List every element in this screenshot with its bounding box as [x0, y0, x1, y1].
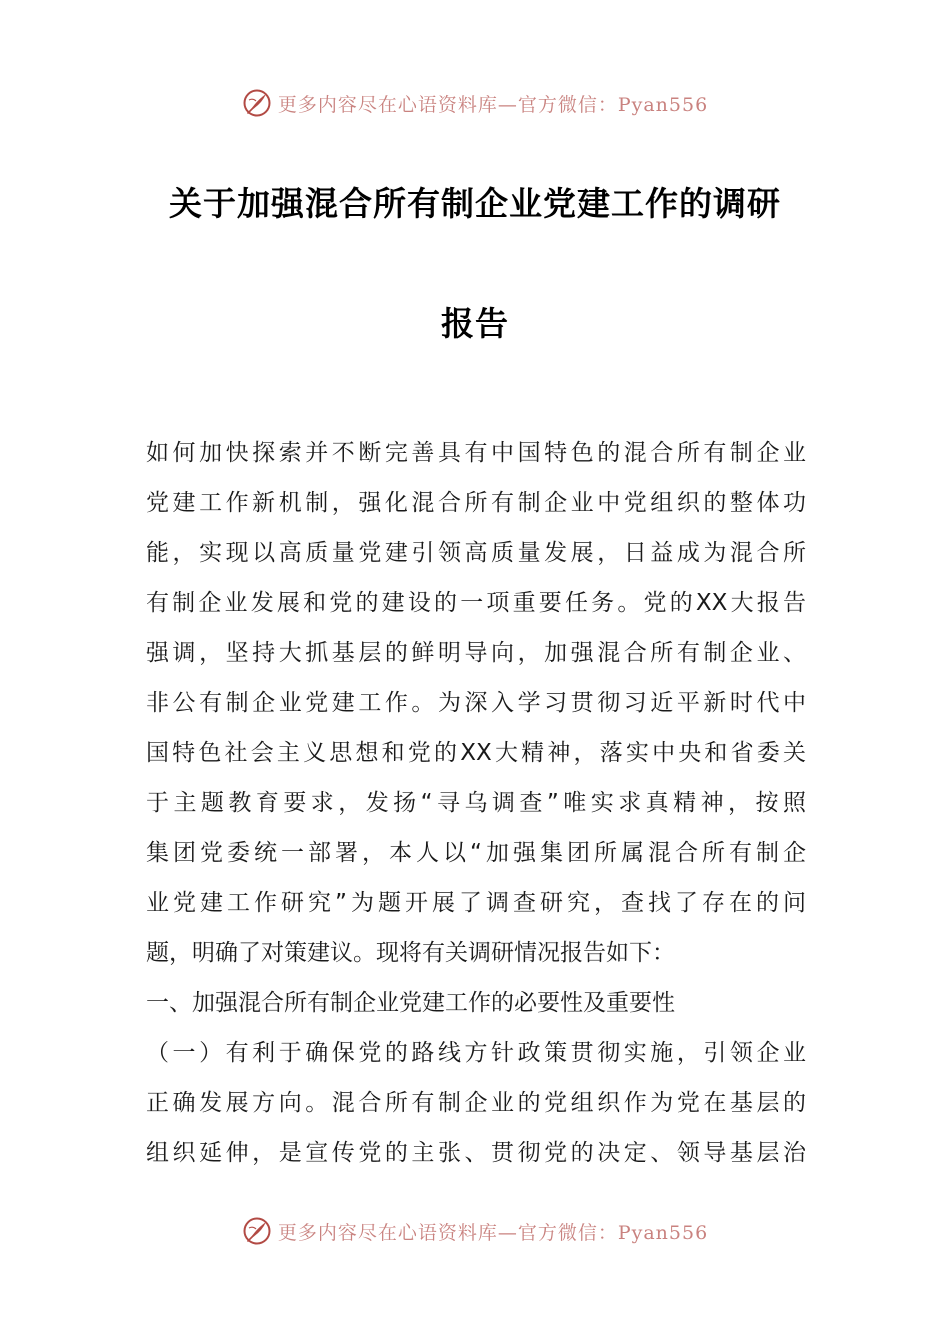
body-line: 业党建工作研究”为题开展了调查研究，查找了存在的问 [146, 890, 806, 916]
watermark-footer [0, 1211, 950, 1251]
watermark-text: 更多内容尽在心语资料库—官方微信：Pyan556 [277, 93, 709, 116]
body-line: 非公有制企业党建工作。为深入学习贯彻习近平新时代中 [146, 690, 806, 716]
section-heading: 一、加强混合所有制企业党建工作的必要性及重要性 [146, 990, 675, 1016]
watermark-header [0, 83, 950, 123]
body-line: 正确发展方向。混合所有制企业的党组织作为党在基层的 [146, 1090, 806, 1116]
document-title-continued: 报告 [441, 304, 509, 343]
body-line: 组织延伸，是宣传党的主张、贯彻党的决定、领导基层治 [146, 1140, 806, 1166]
body-line: 如何加快探索并不断完善具有中国特色的混合所有制企业 [146, 440, 806, 466]
document-title: 关于加强混合所有制企业党建工作的调研 [169, 184, 781, 223]
body-line: 有制企业发展和党的建设的一项重要任务。党的XX大报告 [146, 590, 806, 616]
watermark-text: 更多内容尽在心语资料库—官方微信：Pyan556 [277, 1221, 709, 1244]
body-line: 题，明确了对策建议。现将有关调研情况报告如下： [146, 940, 675, 966]
quill-pen-logo-icon [242, 88, 272, 118]
body-line: 强调，坚持大抓基层的鲜明导向，加强混合所有制企业、 [146, 640, 806, 666]
document-body [146, 428, 806, 1178]
body-line: 于主题教育要求，发扬“寻乌调查”唯实求真精神，按照 [146, 790, 806, 816]
body-line: 党建工作新机制，强化混合所有制企业中党组织的整体功 [146, 490, 806, 516]
body-line: 集团党委统一部署，本人以“加强集团所属混合所有制企 [146, 840, 806, 866]
quill-pen-logo-icon [242, 1216, 272, 1246]
body-line: 能，实现以高质量党建引领高质量发展，日益成为混合所 [146, 540, 806, 566]
body-line: （一）有利于确保党的路线方针政策贯彻实施，引领企业 [146, 1040, 806, 1066]
body-line: 国特色社会主义思想和党的XX大精神，落实中央和省委关 [146, 740, 806, 766]
